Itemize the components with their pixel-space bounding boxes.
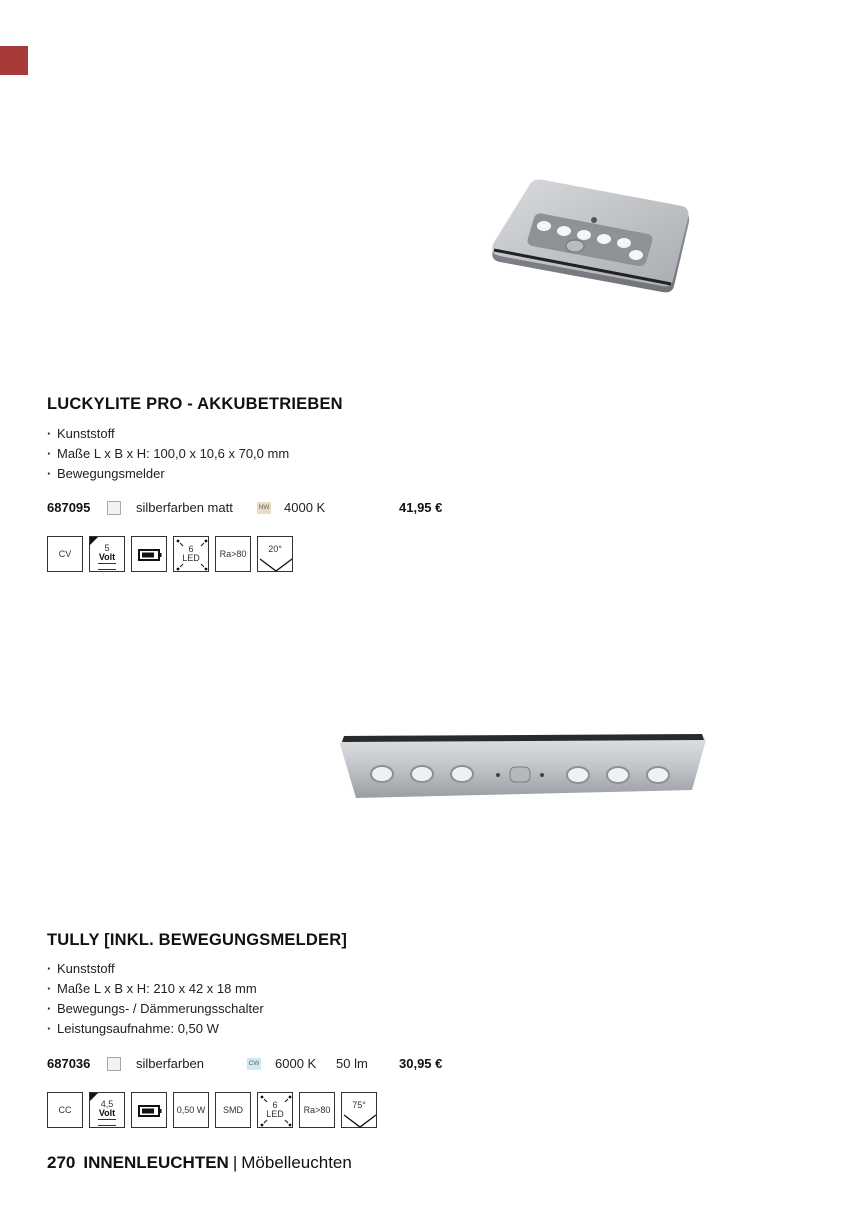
cv-icon [47,536,83,572]
cri-label: Ra>80 [303,1105,331,1115]
color-temp: 6000 K [275,1056,317,1071]
subsection-title: Möbelleuchten [241,1153,352,1172]
product-image-luckylite [486,176,700,300]
color-temp: 4000 K [284,500,326,515]
feature-item: · Kunststoff [47,959,264,979]
product-title: TULLY [INKL. BEWEGUNGSMELDER] [47,931,348,949]
section-color-tab [0,46,28,75]
current-type-label: CV [58,549,72,559]
price: 30,95 € [399,1056,443,1071]
spec-icons [47,536,297,574]
beam-angle-icon [257,536,293,572]
voltage-unit: Volt [98,1108,116,1118]
voltage-icon [89,536,125,572]
cri-icon [215,536,251,572]
voltage-icon [89,1092,125,1128]
voltage-value: 5 [104,543,110,553]
article-number: 687036 [47,1056,91,1071]
feature-item: · Bewegungs- / Dämmerungsschalter [47,999,264,1019]
product-image-tully [334,728,712,804]
beam-angle-icon [341,1092,377,1128]
power-icon [173,1092,209,1128]
finish-swatch [107,501,121,515]
article-number: 687095 [47,500,91,515]
color-temp-badge: CW [247,1058,261,1070]
page-number: 270 [47,1153,76,1172]
battery-icon [131,536,167,572]
led-count-icon [257,1092,293,1128]
led-label: LED [266,1109,284,1119]
voltage-value: 4,5 [100,1099,114,1109]
beam-angle-label: 75° [352,1100,366,1110]
variant-row [47,498,467,518]
finish-swatch [107,1057,121,1071]
corner-marker [90,537,98,545]
feature-list [47,959,264,1039]
feature-list [47,424,289,484]
feature-item: · Bewegungsmelder [47,464,289,484]
spec-icons [47,1092,387,1130]
finish-label: silberfarben matt [136,500,233,515]
cri-icon [299,1092,335,1128]
page-footer [47,1152,352,1174]
product-title: LUCKYLITE PRO - AKKUBETRIEBEN [47,395,343,413]
power-label: 0,50 W [176,1105,206,1115]
footer-separator: | [232,1153,238,1172]
beam-angle-label: 20° [268,544,282,554]
feature-item: · Maße L x B x H: 210 x 42 x 18 mm [47,979,264,999]
variant-row [47,1054,467,1074]
led-count: 6 [272,1100,278,1110]
feature-item: · Maße L x B x H: 100,0 x 10,6 x 70,0 mm [47,444,289,464]
led-type-label: SMD [223,1105,243,1115]
price: 41,95 € [399,500,443,515]
led-label: LED [182,553,200,563]
finish-label: silberfarben [136,1056,204,1071]
current-type-label: CC [58,1105,72,1115]
color-temp-badge: NW [257,502,271,514]
feature-item: · Kunststoff [47,424,289,444]
cri-label: Ra>80 [219,549,247,559]
feature-item: · Leistungsaufnahme: 0,50 W [47,1019,264,1039]
led-count: 6 [188,544,194,554]
battery-icon [131,1092,167,1128]
led-count-icon [173,536,209,572]
corner-marker [90,1093,98,1101]
section-title: INNENLEUCHTEN [83,1153,229,1172]
lumen-value: 50 lm [336,1056,368,1071]
cc-icon [47,1092,83,1128]
voltage-unit: Volt [98,552,116,562]
smd-icon [215,1092,251,1128]
